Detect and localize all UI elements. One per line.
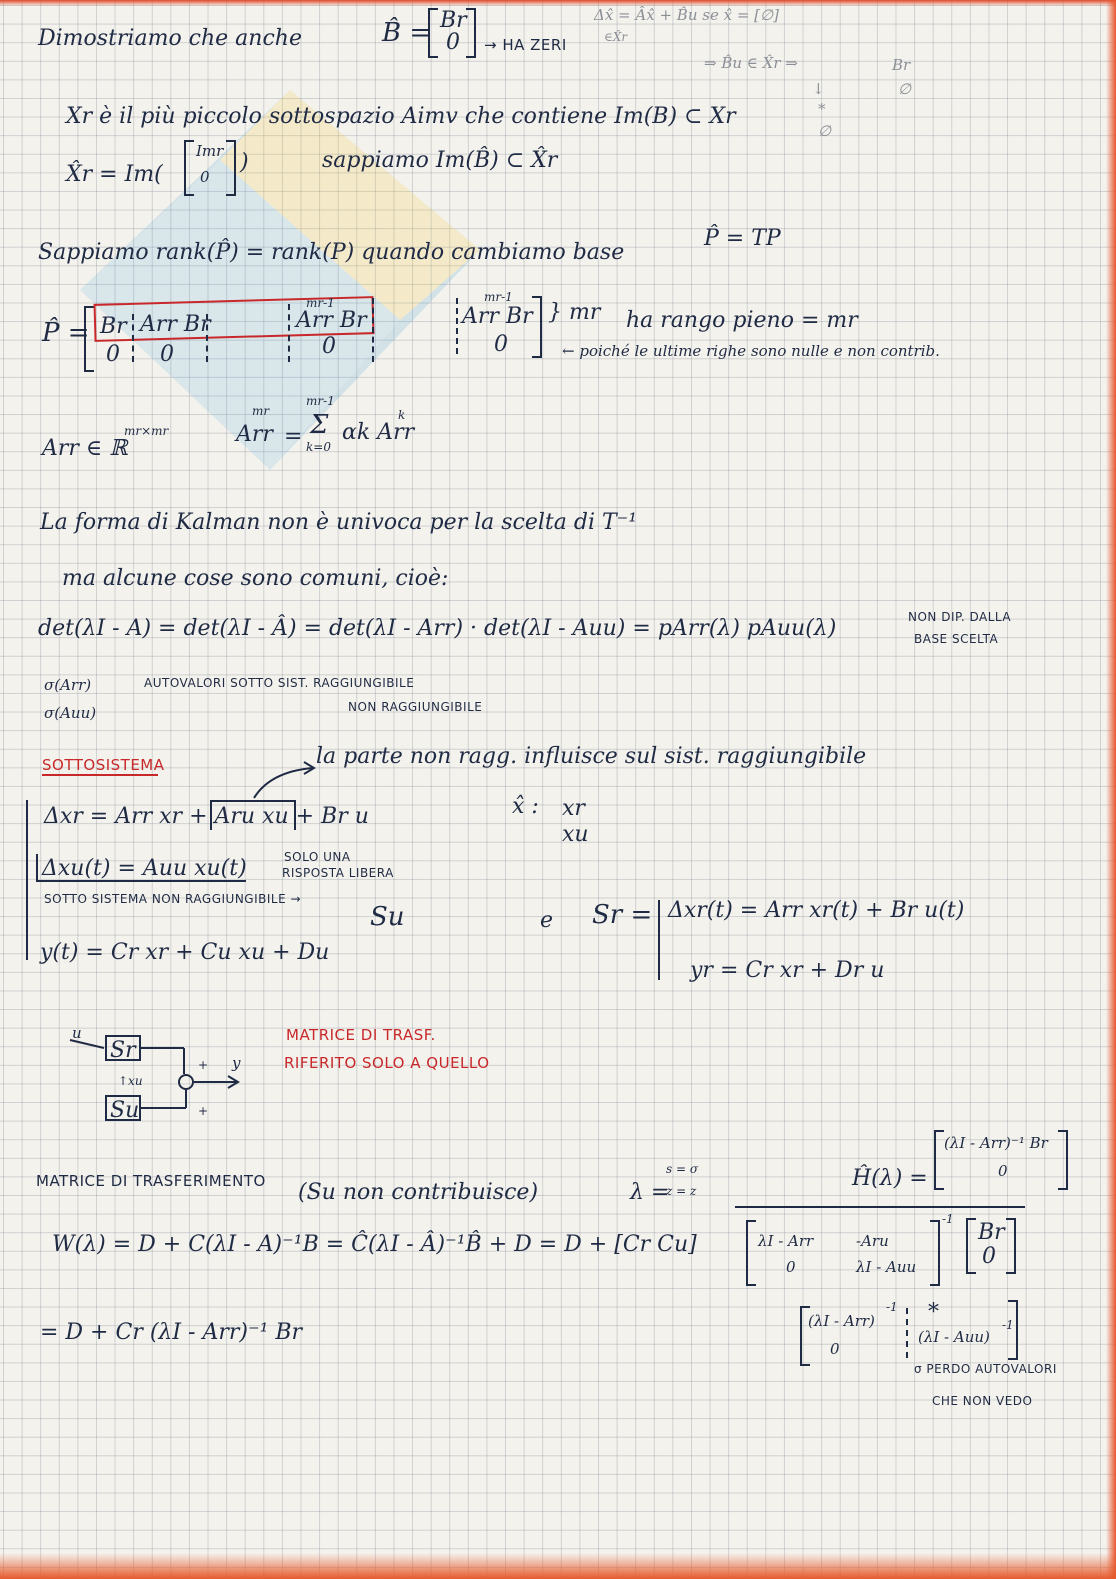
matrix-bracket-left	[746, 1220, 756, 1286]
p-hat-eq: P̂ = TP	[704, 226, 781, 251]
intro-line: Dimostriamo che anche	[38, 26, 302, 51]
sigma-auu-note: NON RAGGIUNGIBILE	[348, 700, 483, 714]
paren-close: )	[240, 150, 249, 175]
w-result: = D + Cr (λI - Arr)⁻¹ Br	[40, 1320, 303, 1345]
lost-eigen-note-2: CHE NON VEDO	[932, 1394, 1033, 1408]
lambda-label: λ =	[630, 1180, 670, 1205]
matrix-bracket-left	[84, 306, 94, 372]
red-note-1: MATRICE DI TRASF.	[286, 1026, 436, 1044]
b-hat-label: B̂ =	[382, 18, 432, 48]
sr-eq-1: Δxr(t) = Arr xr(t) + Br u(t)	[668, 898, 965, 923]
w-m12: -Aru	[856, 1232, 889, 1250]
det-line: det(λI - A) = det(λI - Â) = det(λI - Arr) · det(λI - Auu) = pArr(λ) pAuu(λ)	[38, 616, 837, 641]
page-edge-top	[0, 0, 1116, 6]
arr-power-sup: mr	[252, 404, 270, 418]
eq-xu-note-1: SOLO UNA	[284, 850, 351, 864]
im-b-hat-line: sappiamo Im(B̂) ⊂ X̂r	[322, 148, 558, 173]
column-divider	[906, 1308, 908, 1358]
w-vec-bot: 0	[982, 1244, 996, 1269]
h-hat-top: (λI - Arr)⁻¹ Br	[944, 1134, 1048, 1152]
w3-m22-sup: -1	[1002, 1318, 1014, 1332]
corner-note-2: ⇒ B̂u ∈ X̂r ⇒	[704, 54, 798, 72]
w-m11: λI - Arr	[758, 1232, 814, 1250]
kalman-line: La forma di Kalman non è univoca per la scelta di T⁻¹	[40, 510, 638, 535]
mid-top: Arr Br	[462, 304, 533, 329]
su-label: Su	[370, 902, 405, 932]
page-edge-bottom	[0, 1553, 1116, 1579]
p-col3-bot: 0	[322, 334, 336, 359]
w-inv: -1	[942, 1212, 954, 1226]
matrix-bracket-right	[1008, 1300, 1018, 1360]
eq-xr: Δxr = Arr xr + Aru xu + Br u	[44, 804, 369, 829]
x-hat-xu: xu	[562, 822, 589, 847]
and-label: e	[540, 908, 554, 933]
coupling-box	[210, 800, 296, 830]
full-rank-note: ha rango pieno = mr	[626, 308, 858, 333]
p-col2-bot: 0	[160, 342, 174, 367]
matrix-bracket-right	[466, 8, 476, 58]
sigma-auu: σ(Auu)	[44, 704, 97, 722]
p-col3-top: Arr Br	[296, 308, 367, 333]
page-edge-right	[1106, 0, 1116, 1579]
matrix-bracket-right	[1058, 1130, 1068, 1190]
diagram-su: Su	[110, 1098, 140, 1123]
eq-xu: Δxu(t) = Auu xu(t)	[42, 856, 247, 881]
matrix-bracket-left	[184, 140, 194, 196]
column-divider	[206, 314, 208, 362]
equals: =	[284, 424, 303, 449]
b-hat-top: Br	[440, 8, 467, 33]
corner-note-sub: ∈X̂r	[604, 30, 628, 44]
system-brace	[26, 800, 28, 960]
transfer-note: (Su non contribuisce)	[298, 1180, 539, 1205]
corner-mat2-bot: ∅	[818, 122, 832, 140]
x-hat-label: x̂ :	[512, 794, 539, 819]
has-zeros-note: → HA ZERI	[484, 36, 567, 54]
w-m22: λI - Auu	[856, 1258, 917, 1276]
sigma-arr: σ(Arr)	[44, 676, 92, 694]
matrix-bracket-right	[930, 1220, 940, 1286]
p-hat-label: P̂ =	[42, 318, 90, 348]
column-divider	[132, 314, 134, 362]
w3-m12: *	[928, 1300, 939, 1325]
arr-in-r: Arr ∈ ℝ	[42, 436, 128, 461]
lost-eigen-note-1: σ PERDO AUTOVALORI	[914, 1362, 1057, 1376]
matrix-bracket-left	[966, 1218, 976, 1274]
w-m21: 0	[786, 1258, 796, 1276]
diagram-plus-1: +	[198, 1058, 209, 1072]
corner-mat2-top: *	[818, 100, 826, 118]
diagram-xu: ↑xu	[118, 1074, 143, 1088]
p-col1-bot: 0	[106, 342, 120, 367]
transfer-title: MATRICE DI TRASFERIMENTO	[36, 1172, 266, 1190]
rank-line: Sappiamo rank(P̂) = rank(P) quando cambiamo base	[38, 240, 625, 265]
lambda-bot: z = z	[666, 1184, 697, 1198]
matrix-bracket-left	[934, 1130, 944, 1190]
matrix-bracket-right	[532, 296, 542, 358]
sum-symbol: Σ	[310, 410, 329, 440]
matrix-bracket-right	[1006, 1218, 1016, 1274]
sum-term-sup: k	[398, 408, 406, 422]
block-diagram	[60, 1026, 270, 1126]
smallest-subspace-line: Xr è il più piccolo sottospazio Aimv che contiene Im(B) ⊂ Xr	[66, 104, 736, 129]
non-reach-label: SOTTO SISTEMA NON RAGGIUNGIBILE →	[44, 892, 302, 906]
corner-mat-top: Br	[892, 56, 911, 74]
diagram-u: u	[72, 1024, 82, 1042]
corner-mat-bot: ∅	[898, 80, 912, 98]
arr-power: Arr	[236, 422, 273, 447]
output-eq: y(t) = Cr xr + Cu xu + Du	[40, 940, 330, 965]
mr-brace: } mr	[548, 300, 601, 325]
corner-note-1: Δx̂ = Âx̂ + B̂u se x̂ = [∅]	[594, 6, 779, 24]
det-note-1: NON DIP. DALLA	[908, 610, 1012, 624]
w3-m22: (λI - Auu)	[918, 1328, 990, 1346]
influence-note: la parte non ragg. influisce sul sist. raggiungibile	[316, 744, 867, 769]
common-line: ma alcune cose sono comuni, cioè:	[62, 566, 449, 591]
h-hat-bot: 0	[998, 1162, 1008, 1180]
w3-m11-sup: -1	[886, 1300, 898, 1314]
sr-label: Sr =	[592, 900, 653, 930]
lambda-top: s = σ	[666, 1162, 699, 1176]
column-divider	[456, 298, 458, 354]
column-divider	[372, 298, 374, 362]
h-hat-label: Ĥ(λ) =	[852, 1166, 928, 1191]
eq-xu-note-2: RISPOSTA LIBERA	[282, 866, 394, 880]
p-col3-sup: mr-1	[306, 296, 335, 310]
sr-eq-2: yr = Cr xr + Dr u	[690, 958, 885, 983]
matrix-bracket-left	[428, 8, 438, 58]
w-vec-top: Br	[978, 1220, 1005, 1245]
x-hat-xr: xr	[562, 796, 585, 821]
sum-term: αk Arr	[342, 420, 415, 445]
w-lambda-line: W(λ) = D + C(λI - A)⁻¹B = Ĉ(λI - Â)⁻¹B̂ + D = D + [Cr Cu]	[52, 1232, 697, 1257]
mid-sup: mr-1	[484, 290, 513, 304]
det-note-2: BASE SCELTA	[914, 632, 999, 646]
red-note-2: RIFERITO SOLO A QUELLO	[284, 1054, 490, 1072]
matrix-bracket-right	[226, 140, 236, 196]
mid-bot: 0	[494, 332, 508, 357]
overbar	[735, 1206, 1025, 1208]
null-rows-note: ← poiché le ultime righe sono nulle e non contrib.	[562, 342, 940, 360]
sigma-arr-note: AUTOVALORI SOTTO SIST. RAGGIUNGIBILE	[144, 676, 415, 690]
column-divider	[288, 304, 290, 362]
p-col2-top: Arr Br	[140, 312, 211, 337]
sr-brace	[658, 900, 660, 980]
curved-arrow-icon	[250, 760, 320, 800]
diagram-plus-2: +	[198, 1104, 209, 1118]
p-col1-top: Br	[100, 314, 127, 339]
corner-arrow: ↓	[812, 80, 825, 98]
title-underline	[42, 774, 158, 776]
imr-bottom: 0	[200, 168, 210, 186]
sum-bottom: k=0	[306, 440, 331, 454]
sum-top: mr-1	[306, 394, 335, 408]
b-hat-bottom: 0	[446, 30, 460, 55]
xr-hat-def: X̂r = Im(	[66, 162, 163, 187]
imr-top: Imr	[196, 142, 224, 160]
arr-dim: mr×mr	[124, 424, 169, 438]
diagram-y: y	[232, 1054, 241, 1072]
subsystem-title: SOTTOSISTEMA	[42, 756, 165, 774]
w3-m21: 0	[830, 1340, 840, 1358]
w3-m11: (λI - Arr)	[808, 1312, 875, 1330]
diagram-sr: Sr	[110, 1038, 136, 1063]
